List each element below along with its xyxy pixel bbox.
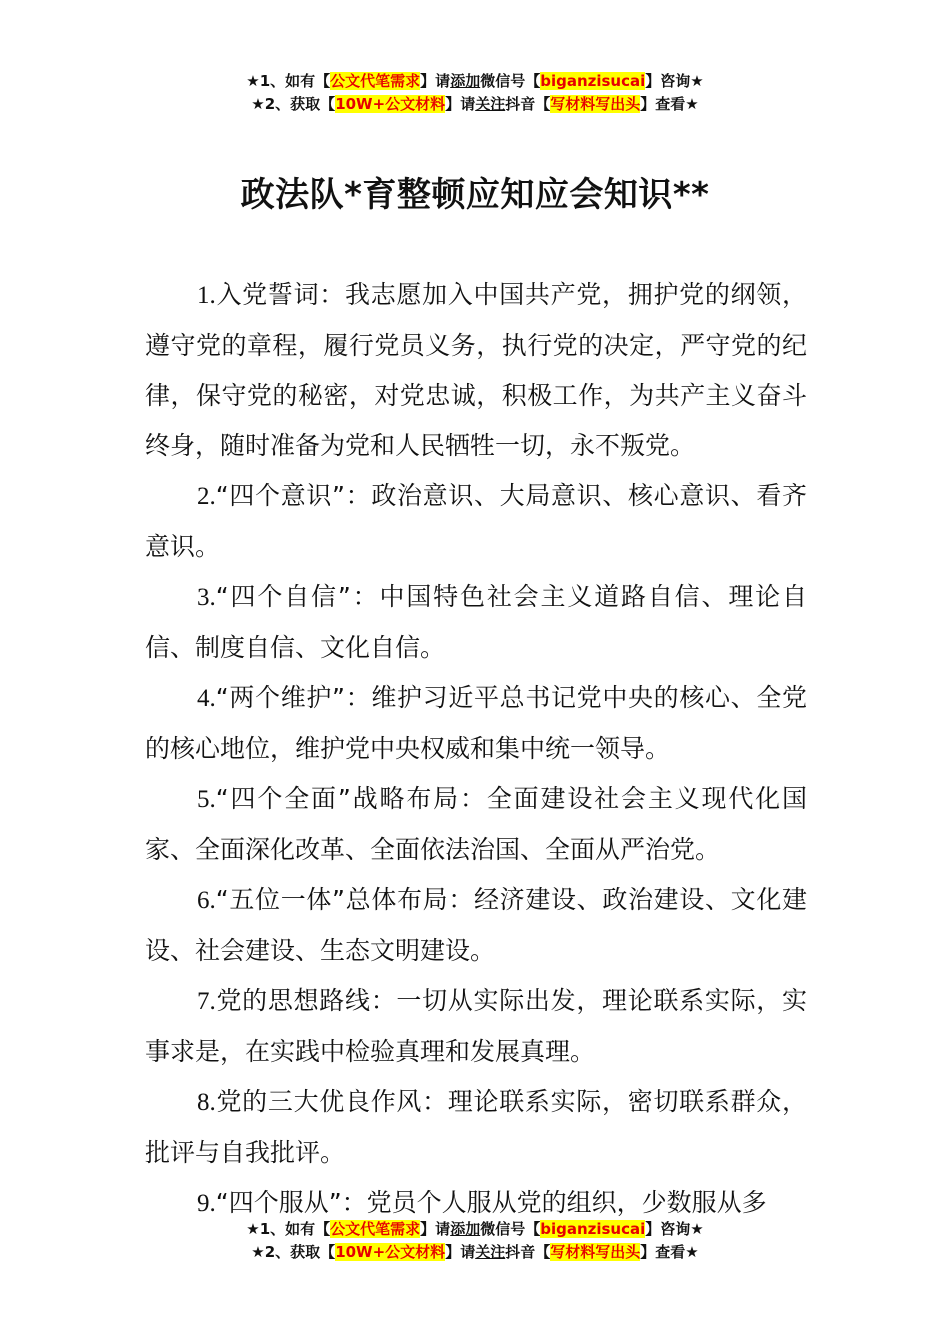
item-number: 4.	[197, 685, 216, 712]
banner-highlight: 10W+公文材料	[335, 1243, 446, 1261]
paragraph-text: “四个自信”：中国特色社会主义道路自信、理论自信、制度自信、文化自信。	[145, 582, 807, 662]
banner-text: 抖音【	[505, 1243, 551, 1261]
paragraph	[145, 774, 807, 875]
paragraph	[145, 976, 807, 1077]
item-number: 7.	[197, 988, 216, 1015]
item-number: 3.	[197, 584, 216, 611]
banner-wechat-id: biganzisucai	[540, 1220, 646, 1238]
banner-underline: 关注	[475, 95, 506, 113]
banner-highlight: 公文代笔需求	[330, 72, 421, 90]
paragraph-text: “两个维护”：维护习近平总书记党中央的核心、全党的核心地位，维护党中央权威和集中统一领导。	[145, 683, 807, 763]
paragraph	[145, 572, 807, 673]
banner-text: 】请	[420, 72, 451, 90]
item-number: 6.	[197, 887, 216, 914]
banner-text: 】请	[445, 95, 476, 113]
banner-text: ★1、如有【	[246, 1220, 331, 1238]
banner-highlight: 公文代笔需求	[330, 1220, 421, 1238]
banner-text: ★2、获取【	[251, 95, 336, 113]
banner-text: 微信号【	[480, 1220, 541, 1238]
banner-text: 微信号【	[480, 72, 541, 90]
banner-text: 】查看★	[640, 95, 699, 113]
paragraph-text: “五位一体”总体布局：经济建设、政治建设、文化建设、社会建设、生态文明建设。	[145, 885, 807, 965]
banner-underline: 添加	[450, 1220, 481, 1238]
banner-text: 】查看★	[640, 1243, 699, 1261]
banner-text: 】请	[420, 1220, 451, 1238]
paragraph	[145, 1077, 807, 1178]
header-banner	[0, 70, 950, 116]
item-number: 5.	[197, 786, 216, 813]
paragraph	[145, 875, 807, 976]
banner-line-2	[0, 1241, 950, 1264]
footer-banner	[0, 1218, 950, 1264]
banner-highlight: 10W+公文材料	[335, 95, 446, 113]
banner-douyin-id: 写材料写出头	[550, 1243, 641, 1261]
banner-text: 】咨询★	[645, 72, 704, 90]
paragraph-text: 党的三大优良作风：理论联系实际，密切联系群众，批评与自我批评。	[145, 1087, 807, 1167]
banner-text: 】咨询★	[645, 1220, 704, 1238]
paragraph	[145, 270, 807, 471]
document-body	[145, 270, 807, 1229]
item-number: 1.	[197, 282, 216, 309]
banner-line-1	[0, 1218, 950, 1241]
banner-text: ★2、获取【	[251, 1243, 336, 1261]
banner-text: 抖音【	[505, 95, 551, 113]
item-number: 9.	[197, 1190, 216, 1217]
paragraph-text: “四个意识”：政治意识、大局意识、核心意识、看齐意识。	[145, 481, 807, 561]
document-title: 政法队*育整顿应知应会知识**	[240, 175, 710, 215]
banner-underline: 关注	[475, 1243, 506, 1261]
item-number: 8.	[197, 1089, 216, 1116]
paragraph-text: 入党誓词：我志愿加入中国共产党，拥护党的纲领，遵守党的章程，履行党员义务，执行党的决定，严守党的纪律，保守党的秘密，对党忠诚，积极工作，为共产主义奋斗终身，随时准备为党和人民牺牲一切，永不叛党。	[145, 280, 807, 460]
paragraph-text: “四个服从”：党员个人服从党的组织，少数服从多	[215, 1188, 767, 1217]
paragraph	[145, 673, 807, 774]
banner-text: 】请	[445, 1243, 476, 1261]
banner-line-1	[0, 70, 950, 93]
item-number: 2.	[197, 483, 216, 510]
banner-text: ★1、如有【	[246, 72, 331, 90]
paragraph-text: “四个全面”战略布局：全面建设社会主义现代化国家、全面深化改革、全面依法治国、全面从严治党。	[145, 784, 807, 864]
banner-douyin-id: 写材料写出头	[550, 95, 641, 113]
banner-line-2	[0, 93, 950, 116]
banner-underline: 添加	[450, 72, 481, 90]
paragraph-text: 党的思想路线：一切从实际出发，理论联系实际，实事求是，在实践中检验真理和发展真理。	[145, 986, 807, 1066]
paragraph	[145, 471, 807, 572]
banner-wechat-id: biganzisucai	[540, 72, 646, 90]
